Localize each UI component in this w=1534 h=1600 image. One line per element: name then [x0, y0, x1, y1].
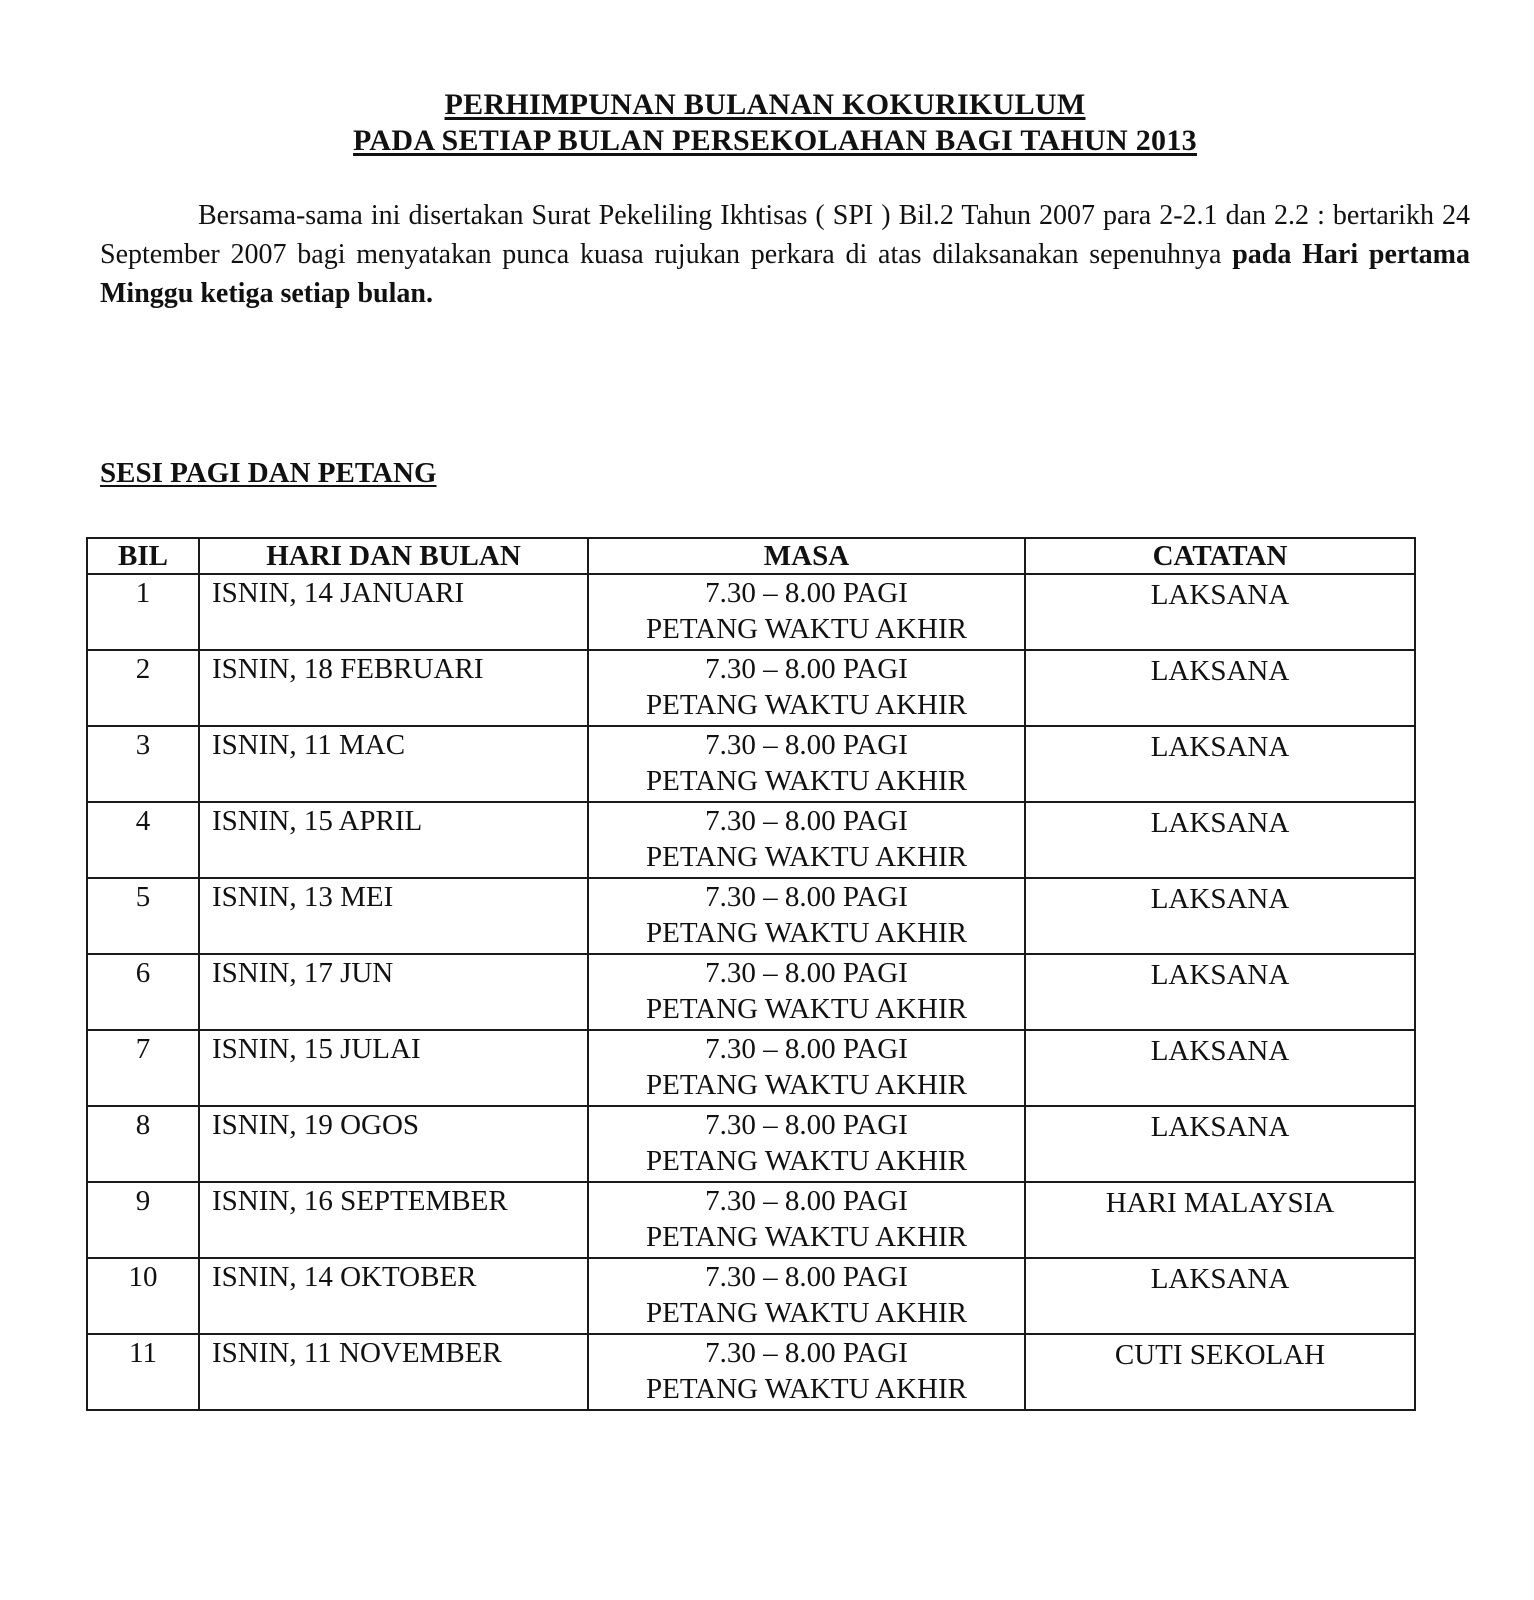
cell-catatan: LAKSANA	[1025, 802, 1415, 878]
header-catatan: CATATAN	[1025, 538, 1415, 574]
masa-pagi: 7.30 – 8.00 PAGI	[705, 1185, 908, 1217]
cell-masa	[588, 802, 1025, 878]
cell-hari-dan-bulan: ISNIN, 15 JULAI	[199, 1030, 588, 1106]
intro-paragraph	[100, 196, 1470, 313]
cell-masa	[588, 1030, 1025, 1106]
masa-petang: PETANG WAKTU AKHIR	[646, 993, 967, 1025]
cell-bil: 5	[87, 878, 199, 954]
cell-hari-dan-bulan: ISNIN, 11 NOVEMBER	[199, 1334, 588, 1410]
cell-bil: 7	[87, 1030, 199, 1106]
cell-catatan: LAKSANA	[1025, 954, 1415, 1030]
cell-hari-dan-bulan: ISNIN, 18 FEBRUARI	[199, 650, 588, 726]
table-row	[87, 574, 1415, 650]
table-row	[87, 1106, 1415, 1182]
table-row	[87, 954, 1415, 1030]
masa-pagi: 7.30 – 8.00 PAGI	[705, 1109, 908, 1141]
masa-petang: PETANG WAKTU AKHIR	[646, 1069, 967, 1101]
masa-petang: PETANG WAKTU AKHIR	[646, 841, 967, 873]
cell-catatan: LAKSANA	[1025, 878, 1415, 954]
masa-pagi: 7.30 – 8.00 PAGI	[705, 729, 908, 761]
cell-masa	[588, 1106, 1025, 1182]
masa-petang: PETANG WAKTU AKHIR	[646, 1221, 967, 1253]
cell-bil: 11	[87, 1334, 199, 1410]
cell-masa	[588, 954, 1025, 1030]
cell-bil: 1	[87, 574, 199, 650]
header-masa: MASA	[588, 538, 1025, 574]
masa-petang: PETANG WAKTU AKHIR	[646, 613, 967, 645]
cell-catatan: LAKSANA	[1025, 574, 1415, 650]
intro-paragraph-text: Bersama-sama ini disertakan Surat Pekeliling Ikhtisas ( SPI ) Bil.2 Tahun 2007 para 2-2.1 dan 2.2 : bertarikh 24 September 2007 bagi menyatakan punca kuasa rujukan perkara di atas dilaksanakan sepenuhnya	[100, 200, 1470, 270]
cell-catatan: LAKSANA	[1025, 1106, 1415, 1182]
masa-pagi: 7.30 – 8.00 PAGI	[705, 957, 908, 989]
cell-catatan: LAKSANA	[1025, 726, 1415, 802]
table-row	[87, 726, 1415, 802]
cell-bil: 3	[87, 726, 199, 802]
cell-bil: 2	[87, 650, 199, 726]
cell-bil: 6	[87, 954, 199, 1030]
table-row	[87, 650, 1415, 726]
section-heading: SESI PAGI DAN PETANG	[100, 457, 437, 489]
table-row	[87, 1258, 1415, 1334]
masa-petang: PETANG WAKTU AKHIR	[646, 765, 967, 797]
cell-catatan: HARI MALAYSIA	[1025, 1182, 1415, 1258]
masa-petang: PETANG WAKTU AKHIR	[646, 1373, 967, 1405]
masa-pagi: 7.30 – 8.00 PAGI	[705, 1033, 908, 1065]
masa-petang: PETANG WAKTU AKHIR	[646, 917, 967, 949]
masa-pagi: 7.30 – 8.00 PAGI	[705, 577, 908, 609]
masa-pagi: 7.30 – 8.00 PAGI	[705, 805, 908, 837]
cell-masa	[588, 574, 1025, 650]
document-title-line-2: PADA SETIAP BULAN PERSEKOLAHAN BAGI TAHUN 2013	[353, 124, 1197, 157]
masa-petang: PETANG WAKTU AKHIR	[646, 1297, 967, 1329]
cell-hari-dan-bulan: ISNIN, 11 MAC	[199, 726, 588, 802]
cell-catatan: LAKSANA	[1025, 1030, 1415, 1106]
masa-pagi: 7.30 – 8.00 PAGI	[705, 881, 908, 913]
masa-petang: PETANG WAKTU AKHIR	[646, 689, 967, 721]
cell-hari-dan-bulan: ISNIN, 19 OGOS	[199, 1106, 588, 1182]
intro-paragraph-bold: pada Hari pertama Minggu ketiga setiap bulan.	[100, 239, 1470, 309]
cell-bil: 9	[87, 1182, 199, 1258]
cell-bil: 10	[87, 1258, 199, 1334]
cell-hari-dan-bulan: ISNIN, 14 JANUARI	[199, 574, 588, 650]
cell-masa	[588, 878, 1025, 954]
table-row	[87, 1030, 1415, 1106]
masa-pagi: 7.30 – 8.00 PAGI	[705, 1337, 908, 1369]
cell-catatan: CUTI SEKOLAH	[1025, 1334, 1415, 1410]
cell-hari-dan-bulan: ISNIN, 14 OKTOBER	[199, 1258, 588, 1334]
cell-bil: 8	[87, 1106, 199, 1182]
masa-pagi: 7.30 – 8.00 PAGI	[705, 653, 908, 685]
cell-masa	[588, 1182, 1025, 1258]
cell-catatan: LAKSANA	[1025, 650, 1415, 726]
cell-hari-dan-bulan: ISNIN, 17 JUN	[199, 954, 588, 1030]
cell-hari-dan-bulan: ISNIN, 16 SEPTEMBER	[199, 1182, 588, 1258]
cell-masa	[588, 726, 1025, 802]
cell-bil: 4	[87, 802, 199, 878]
table-row	[87, 1334, 1415, 1410]
table-row	[87, 1182, 1415, 1258]
cell-masa	[588, 650, 1025, 726]
document-title-line-1: PERHIMPUNAN BULANAN KOKURIKULUM	[444, 88, 1086, 121]
cell-masa	[588, 1334, 1025, 1410]
masa-petang: PETANG WAKTU AKHIR	[646, 1145, 967, 1177]
masa-pagi: 7.30 – 8.00 PAGI	[705, 1261, 908, 1293]
cell-catatan: LAKSANA	[1025, 1258, 1415, 1334]
cell-hari-dan-bulan: ISNIN, 15 APRIL	[199, 802, 588, 878]
cell-masa	[588, 1258, 1025, 1334]
table-header-row	[87, 538, 1415, 574]
schedule-table	[86, 537, 1416, 1411]
cell-hari-dan-bulan: ISNIN, 13 MEI	[199, 878, 588, 954]
table-body	[87, 574, 1415, 1410]
table-row	[87, 878, 1415, 954]
header-hari-dan-bulan: HARI DAN BULAN	[199, 538, 588, 574]
table-row	[87, 802, 1415, 878]
header-bil: BIL	[87, 538, 199, 574]
